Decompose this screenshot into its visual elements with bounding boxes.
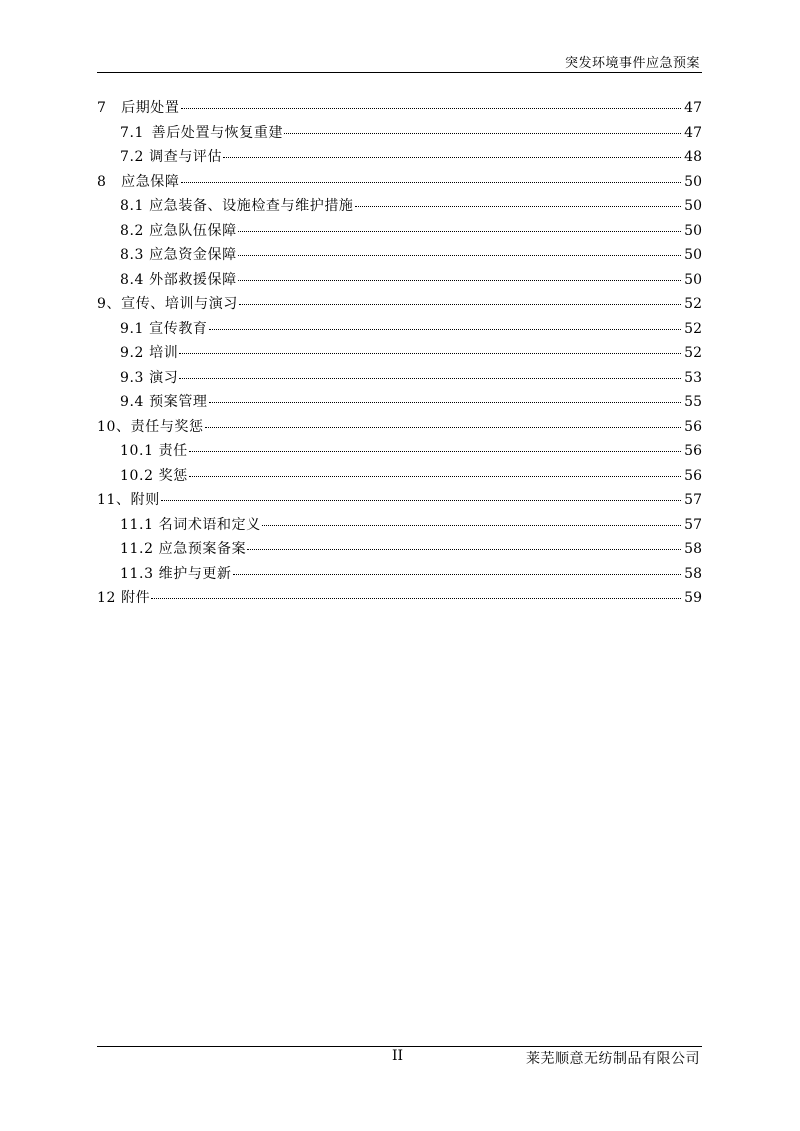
toc-leader-dots (284, 133, 681, 134)
footer-page-number: II (392, 1048, 404, 1064)
toc-entry[interactable] (97, 391, 702, 416)
toc-entry-page: 50 (684, 247, 702, 263)
toc-leader-dots (238, 255, 681, 256)
toc-leader-dots (238, 231, 681, 232)
toc-entry-label: 9.1 宣传教育 (120, 320, 208, 337)
toc-leader-dots (189, 476, 681, 477)
toc-entry[interactable] (97, 220, 702, 245)
toc-entry-page: 56 (684, 443, 702, 459)
toc-leader-dots (209, 329, 681, 330)
toc-entry[interactable] (97, 342, 702, 367)
toc-entry[interactable] (97, 122, 702, 147)
toc-entry-page: 56 (684, 418, 702, 435)
toc-entry-label: 10.2 奖惩 (120, 467, 188, 484)
toc-leader-dots (355, 206, 681, 207)
toc-entry[interactable] (97, 563, 702, 588)
toc-entry-label: 9、宣传、培训与演习 (97, 296, 238, 312)
toc-entry-page: 58 (684, 541, 702, 557)
toc-leader-dots (151, 598, 681, 599)
toc-entry-page: 50 (684, 271, 702, 288)
toc-entry[interactable] (97, 293, 702, 318)
toc-leader-dots (205, 427, 681, 428)
toc-entry[interactable] (97, 244, 702, 269)
toc-entry[interactable] (97, 416, 702, 441)
toc-entry-page: 59 (684, 590, 702, 606)
toc-entry-page: 50 (684, 173, 702, 190)
toc-entry[interactable] (97, 587, 702, 612)
toc-entry-label: 11、附则 (97, 492, 160, 508)
toc-entry[interactable] (97, 465, 702, 490)
toc-entry[interactable] (97, 318, 702, 343)
toc-entry-label: 11.1 名词术语和定义 (120, 516, 261, 533)
toc-entry-label: 8.2 应急队伍保障 (120, 222, 237, 239)
toc-entry-page: 55 (684, 394, 702, 410)
toc-leader-dots (247, 549, 681, 550)
toc-entry[interactable] (97, 171, 702, 196)
toc-entry-label: 9.2 培训 (120, 345, 179, 361)
toc-entry[interactable] (97, 97, 702, 122)
toc-entry-label: 9.4 预案管理 (120, 394, 208, 410)
toc-leader-dots (181, 182, 681, 183)
toc-entry-label: 10、责任与奖惩 (97, 418, 204, 435)
table-of-contents (97, 97, 702, 612)
toc-entry[interactable] (97, 514, 702, 539)
toc-entry-page: 56 (684, 467, 702, 484)
toc-entry-label: 8 应急保障 (97, 173, 180, 190)
toc-entry-label: 8.1 应急装备、设施检查与维护措施 (120, 198, 354, 214)
footer-divider (97, 1046, 702, 1047)
toc-entry-label: 12 附件 (97, 590, 151, 606)
header-title: 突发环境事件应急预案 (564, 56, 700, 71)
toc-entry-label: 8.3 应急资金保障 (120, 247, 237, 263)
header-divider (97, 72, 702, 73)
toc-entry-page: 58 (684, 565, 702, 582)
toc-leader-dots (262, 525, 681, 526)
toc-entry-label: 11.2 应急预案备案 (120, 541, 247, 557)
toc-entry[interactable] (97, 269, 702, 294)
toc-entry-page: 47 (684, 100, 702, 116)
toc-entry-page: 50 (684, 198, 702, 214)
toc-entry[interactable] (97, 440, 702, 465)
toc-entry-page: 52 (684, 296, 702, 312)
toc-entry-label: 7.2 调查与评估 (120, 149, 223, 165)
toc-entry[interactable] (97, 538, 702, 563)
toc-entry-page: 57 (684, 516, 702, 533)
toc-leader-dots (239, 304, 681, 305)
toc-leader-dots (233, 574, 681, 575)
toc-entry-label: 7 后期处置 (97, 100, 180, 116)
toc-entry-label: 11.3 维护与更新 (120, 565, 232, 582)
toc-entry-label: 9.3 演习 (120, 369, 179, 386)
toc-leader-dots (238, 280, 681, 281)
toc-entry-label: 7.1 善后处置与恢复重建 (120, 124, 284, 141)
toc-entry-page: 48 (684, 149, 702, 165)
toc-leader-dots (209, 402, 681, 403)
toc-entry-label: 8.4 外部救援保障 (120, 271, 237, 288)
toc-entry-page: 52 (684, 320, 702, 337)
toc-leader-dots (179, 378, 681, 379)
toc-leader-dots (189, 451, 681, 452)
toc-leader-dots (223, 157, 681, 158)
toc-entry[interactable] (97, 146, 702, 171)
toc-entry[interactable] (97, 367, 702, 392)
toc-leader-dots (161, 500, 681, 501)
toc-entry-page: 52 (684, 345, 702, 361)
footer-company-name: 莱芜顺意无纺制品有限公司 (526, 1051, 700, 1067)
toc-leader-dots (181, 108, 681, 109)
toc-entry-page: 50 (684, 222, 702, 239)
toc-leader-dots (179, 353, 681, 354)
toc-entry-page: 53 (684, 369, 702, 386)
toc-entry-page: 47 (684, 124, 702, 141)
toc-entry-page: 57 (684, 492, 702, 508)
toc-entry-label: 10.1 责任 (120, 443, 188, 459)
toc-entry[interactable] (97, 195, 702, 220)
toc-entry[interactable] (97, 489, 702, 514)
